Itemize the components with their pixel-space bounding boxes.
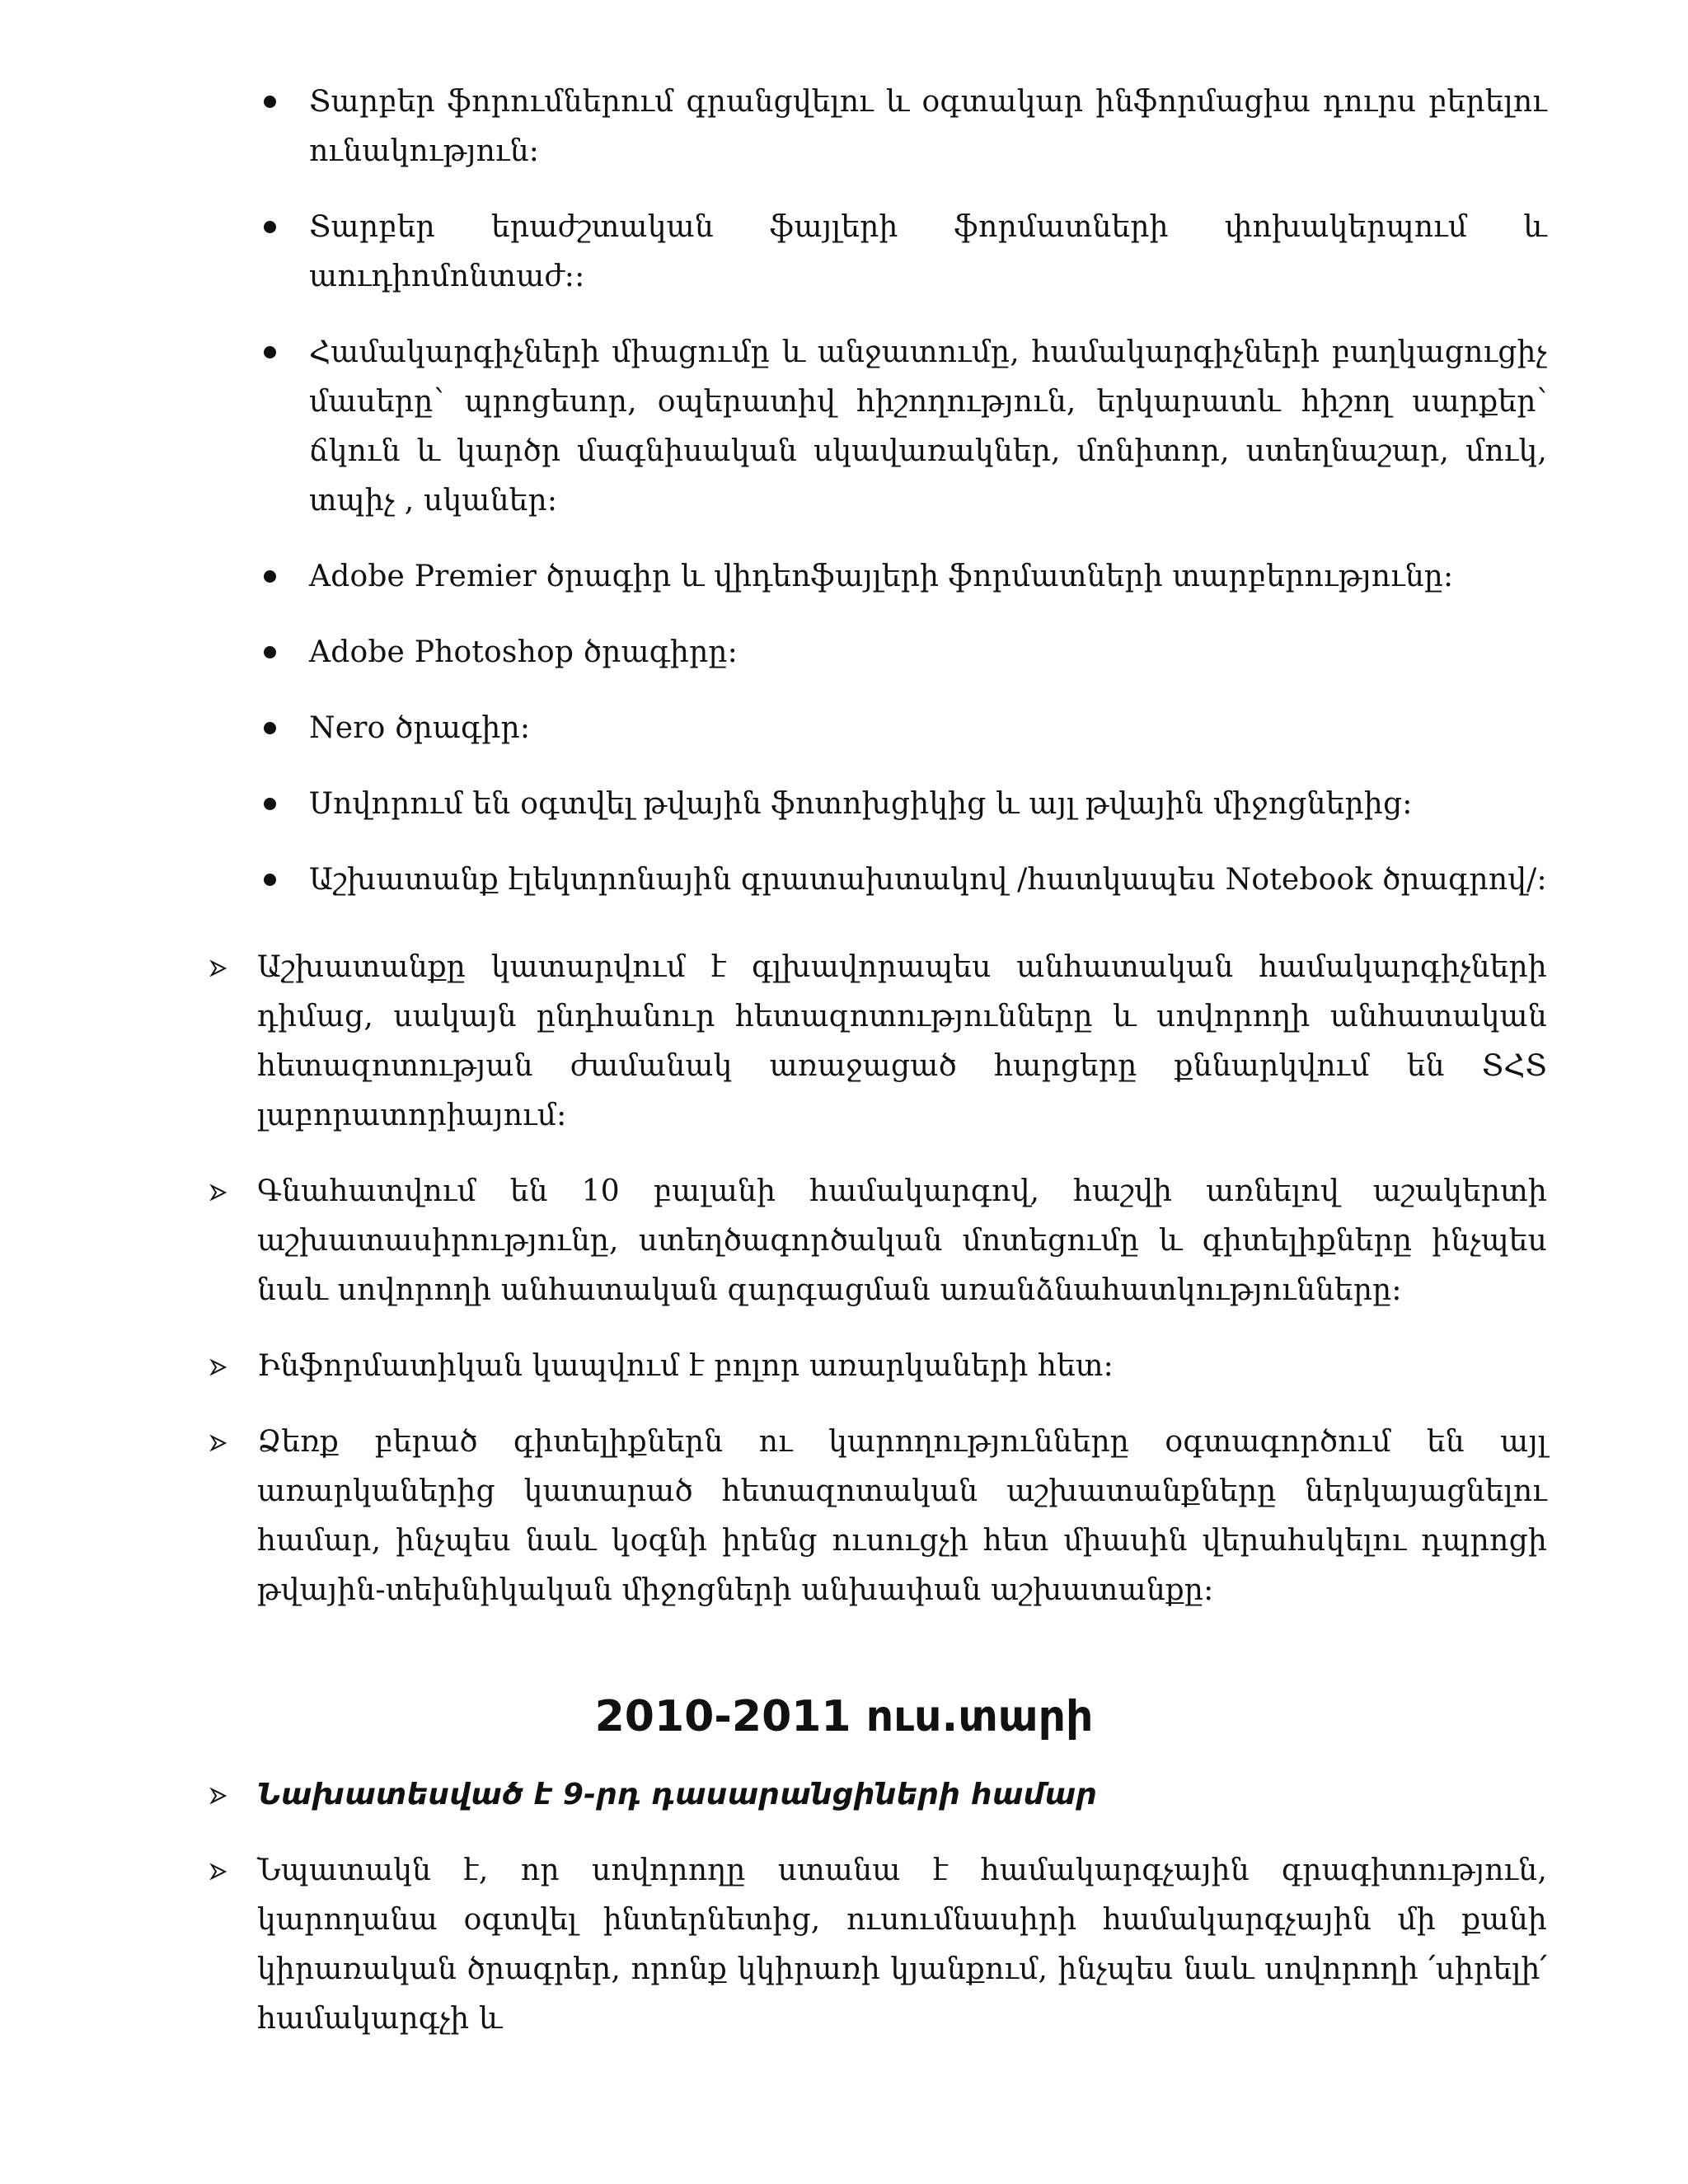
arrow-bullet-icon xyxy=(209,1787,227,1805)
arrow-text: Աշխատանքը կատարվում է գլխավորապես անհատական համակարգիչների դիմաց, սակայն ընդհանուր հետազոտությունները և սովորողի անհատական հետազոտության ժամանակ առաջացած հարցերը քննարկվում են ՏՀՏ լաբորատորիայում: xyxy=(257,950,1547,1132)
arrow-item xyxy=(257,1167,1547,1315)
arrow-bullet-icon xyxy=(209,1183,227,1202)
bullet-text: Adobe Photoshop ծրագիրը: xyxy=(309,635,738,669)
bullet-dot-icon xyxy=(264,96,276,108)
bullet-text: Adobe Premier ծրագիր և վիդեոֆայլերի ֆորմատների տարբերությունը: xyxy=(309,560,1454,593)
bullet-item xyxy=(309,628,1547,677)
arrow-text: Ինֆորմատիկան կապվում է բոլոր առարկաների հետ: xyxy=(257,1349,1114,1383)
bullet-item xyxy=(309,855,1547,905)
arrow-item xyxy=(257,1418,1547,1615)
arrow-bullet-icon xyxy=(209,1434,227,1452)
arrow-item xyxy=(257,1342,1547,1391)
bullet-item xyxy=(309,77,1547,176)
bullet-text: Nero ծրագիր: xyxy=(309,711,531,745)
bullet-item xyxy=(309,780,1547,829)
bullet-item xyxy=(309,704,1547,753)
arrow-bullet-icon xyxy=(209,959,227,977)
arrow-text: Գնահատվում են 10 բալանի համակարգով, հաշվի առնելով աշակերտի աշխատասիրությունը, ստեղծագործական մոտեցումը և գիտելիքները ինչպես նաև սովորողի անհատական զարգացման առանձնահատկությունները: xyxy=(257,1174,1547,1307)
bullet-text: Սովորում են օգտվել թվային ֆոտոխցիկից և այլ թվային միջոցներից: xyxy=(309,787,1413,821)
bullet-item xyxy=(309,203,1547,302)
section-heading: 2010-2011 ուս.տարի xyxy=(594,1692,1094,1741)
bullet-text: Տարբեր երաժշտական ֆայլերի ֆորմատների փոխակերպում և աուդիոմոնտաժ:: xyxy=(309,210,1547,293)
bullet-dot-icon xyxy=(264,646,276,658)
bullet-dot-icon xyxy=(264,722,276,734)
bullet-text: Աշխատանք էլեկտրոնային գրատախտակով /հատկապես Notebook ծրագրով/: xyxy=(309,863,1547,897)
bullet-text: Տարբեր ֆորումներում գրանցվելու և օգտակար ինֆորմացիա դուրս բերելու ունակություն։ xyxy=(309,85,1547,168)
arrow-item xyxy=(257,943,1547,1141)
arrow-text-bold: Նախատեսված է 9-րդ դասարանցիների համար xyxy=(257,1778,1098,1811)
arrow-bullet-icon xyxy=(209,1358,227,1376)
arrow-text: Նպատակն է, որ սովորողը ստանա է համակարգչային գրագիտություն, կարողանա օգտվել ինտերնետից, ուսումնասիրի համակարգչային մի քանի կիրառական ծրագրեր, որոնք կկիրառի կյանքում, ինչպես նաև սովորողի ՛սիրելի՛ համակարգչի և xyxy=(257,1854,1547,2036)
bullet-dot-icon xyxy=(264,221,276,233)
bullet-dot-icon xyxy=(264,346,276,359)
arrow-text: Ձեռք բերած գիտելիքներն ու կարողությունները օգտագործում են այլ առարկաներից կատարած հետազոտական աշխատանքները ներկայացնելու համար, ինչպես նաև կօգնի իրենց ուսուցչի հետ միասին վերահսկելու դպրոցի թվային-տեխնիկական միջոցների անխափան աշխատանքը։ xyxy=(257,1425,1547,1607)
arrow-item xyxy=(257,1770,1547,1820)
bullet-dot-icon xyxy=(264,874,276,886)
arrow-list-main xyxy=(257,943,1547,1642)
bullet-item xyxy=(309,552,1547,602)
bullet-list xyxy=(309,77,1547,931)
bullet-dot-icon xyxy=(264,798,276,810)
bullet-item xyxy=(309,328,1547,526)
bullet-text: Համակարգիչների միացումը և անջատումը, համակարգիչների բաղկացուցիչ մասերը՝ պրոցեսոր, օպերատիվ հիշողություն, երկարատև հիշող սարքեր՝ ճկուն և կարծր մագնիսական սկավառակներ, մոնիտոր, ստեղնաշար, մուկ, տպիչ , սկաներ: xyxy=(309,335,1547,518)
arrow-item xyxy=(257,1846,1547,2044)
bullet-dot-icon xyxy=(264,570,276,583)
arrow-bullet-icon xyxy=(209,1863,227,1881)
arrow-list-secondary xyxy=(257,1770,1547,2070)
